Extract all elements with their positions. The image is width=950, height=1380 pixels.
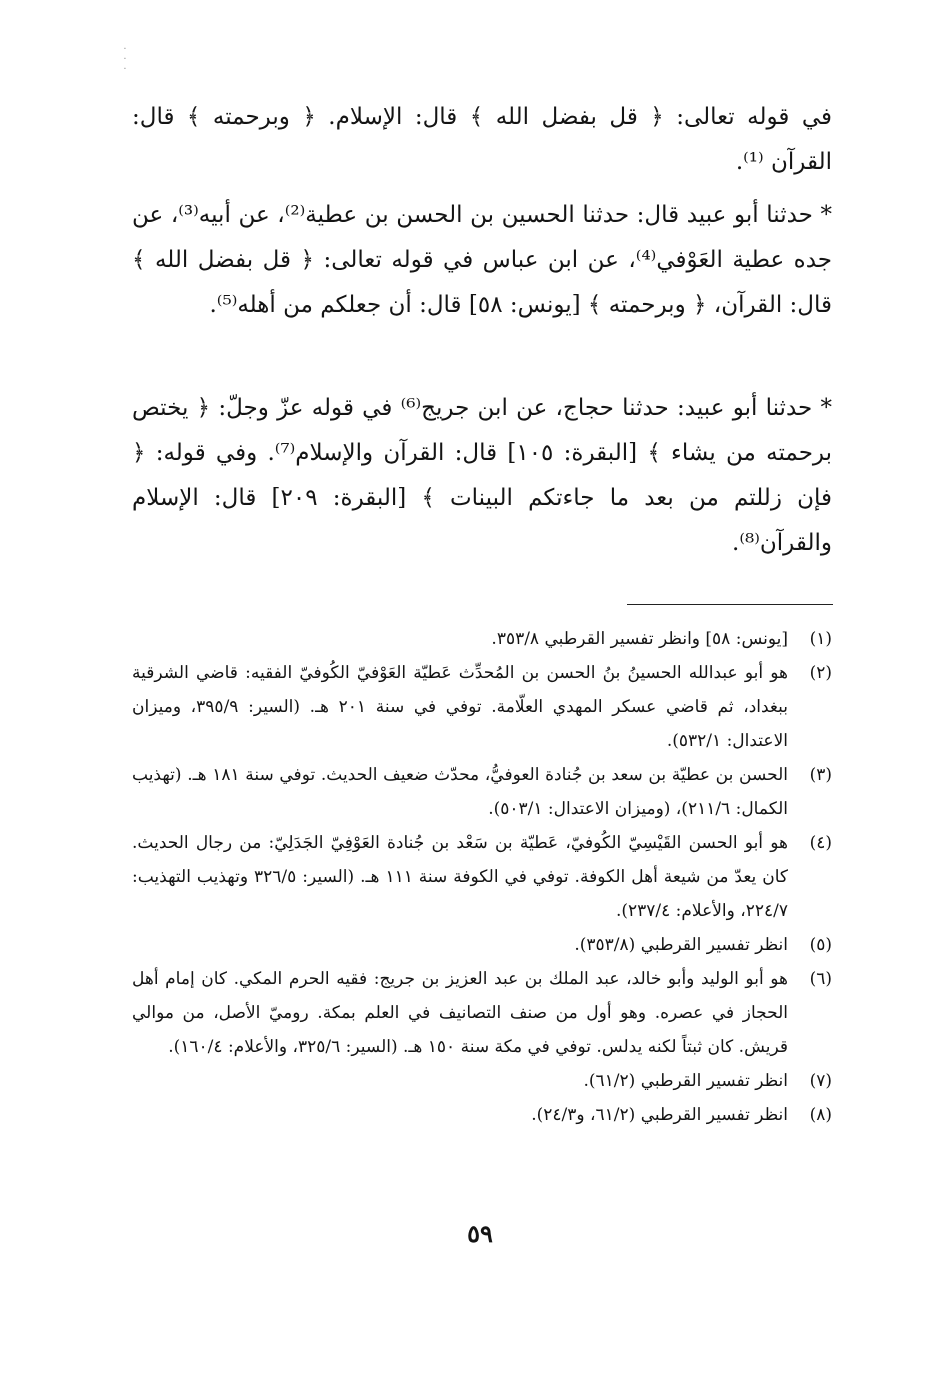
- footnote-number: (٣): [809, 765, 832, 785]
- footnote-number: (٤): [809, 833, 832, 853]
- footnote-4: [132, 826, 832, 928]
- footnote-8: [132, 1098, 832, 1132]
- page-number: ٥٩: [467, 1219, 493, 1248]
- main-text-block-2: [132, 193, 832, 328]
- footnote-number: (٢): [809, 663, 832, 683]
- footnote-text: الحسن بن عطيّة بن سعد بن جُنادة العوفيُّ، محدّث ضعيف الحديث. توفي سنة ١٨١ هـ. (تهذيب الكمال: ٢١١/٦)، (وميزان الاعتدال: ٥٠٣/١).: [132, 765, 788, 819]
- footnote-separator-line: [627, 604, 833, 605]
- footnote-text: انظر تفسير القرطبي (٣٥٣/٨).: [574, 935, 788, 955]
- footnote-text: هو أبو الوليد وأبو خالد، عبد الملك بن عبد العزيز بن جريج: فقيه الحرم المكي. كان إمام أهل الحجاز في عصره. وهو أول من صنف التصانيف في العلم بمكة. روميّ الأصل، من موالي قريش. كان ثبتاً لكنه يدلس. توفي في مكة سنة ١٥٠ هـ. (السير: ٣٢٥/٦، والأعلام: ١٦٠/٤).: [132, 969, 788, 1057]
- footnote-number: (٥): [809, 935, 832, 955]
- footnote-text: انظر تفسير القرطبي (٦١/٢).: [583, 1071, 788, 1091]
- footnote-1: [132, 622, 832, 656]
- footnote-text: [يونس: ٥٨] وانظر تفسير القرطبي ٣٥٣/٨.: [491, 629, 788, 649]
- footnote-6: [132, 962, 832, 1064]
- footnote-2: [132, 656, 832, 758]
- footnote-text: هو أبو عبدالله الحسينُ بنُ الحسن بن المُحدِّث عَطيّة العَوْفيّ الكُوفيّ الفقيه: قاضي الشرقية ببغداد، ثم قاضي عسكر المهدي العلّامة. توفي في سنة ٢٠١ هـ. (السير: ٣٩٥/٩، وميزان الاعتدال: ٥٣٢/١).: [132, 663, 788, 751]
- main-paragraph-1: في قوله تعالى: ﴿ قل بفضل الله ﴾ قال: الإسلام. ﴿ وبرحمته ﴾ قال: القرآن ⁽¹⁾.: [132, 104, 832, 175]
- footnote-number: (٦): [809, 969, 832, 989]
- footnote-text: هو أبو الحسن القَيْسِيّ الكُوفيّ، عَطيّة بن سَعْد بن جُنادة العَوْفِيّ الجَدَلِيّ: من رجال الحديث. كان يعدّ من شيعة أهل الكوفة. توفي في الكوفة سنة ١١١ هـ. (السير: ٣٢٦/٥ وتهذيب التهذيب: ٢٢٤/٧، والأعلام: ٢٣٧/٤).: [132, 833, 788, 921]
- main-text-block-3: [132, 386, 832, 566]
- scan-margin-mark: · · ·: [123, 44, 127, 75]
- footnote-number: (٨): [809, 1105, 832, 1125]
- footnote-number: (٧): [809, 1071, 832, 1091]
- footnote-number: (١): [809, 629, 832, 649]
- footnotes-section: [132, 622, 832, 1132]
- main-paragraph-3: * حدثنا أبو عبيد: حدثنا حجاج، عن ابن جريج⁽⁶⁾ في قوله عزّ وجلّ: ﴿ يختص برحمته من يشاء ﴾ [البقرة: ١٠٥] قال: القرآن والإسلام⁽⁷⁾. وفي قوله: ﴿ فإن زللتم من بعد ما جاءتكم البينات ﴾ [البقرة: ٢٠٩] قال: الإسلام والقرآن⁽⁸⁾.: [132, 395, 833, 556]
- main-text-block-1: [132, 95, 832, 185]
- footnote-5: [132, 928, 832, 962]
- main-paragraph-2: * حدثنا أبو عبيد قال: حدثنا الحسين بن الحسن بن عطية⁽²⁾، عن أبيه⁽³⁾، عن جده عطية العَوْفي⁽⁴⁾، عن ابن عباس في قوله تعالى: ﴿ قل بفضل الله ﴾ قال: القرآن، ﴿ وبرحمته ﴾ [يونس: ٥٨] قال: أن جعلكم من أهله⁽⁵⁾.: [132, 202, 833, 318]
- footnote-7: [132, 1064, 832, 1098]
- footnote-3: [132, 758, 832, 826]
- footnote-text: انظر تفسير القرطبي (٦١/٢، و٢٤/٣).: [531, 1105, 788, 1125]
